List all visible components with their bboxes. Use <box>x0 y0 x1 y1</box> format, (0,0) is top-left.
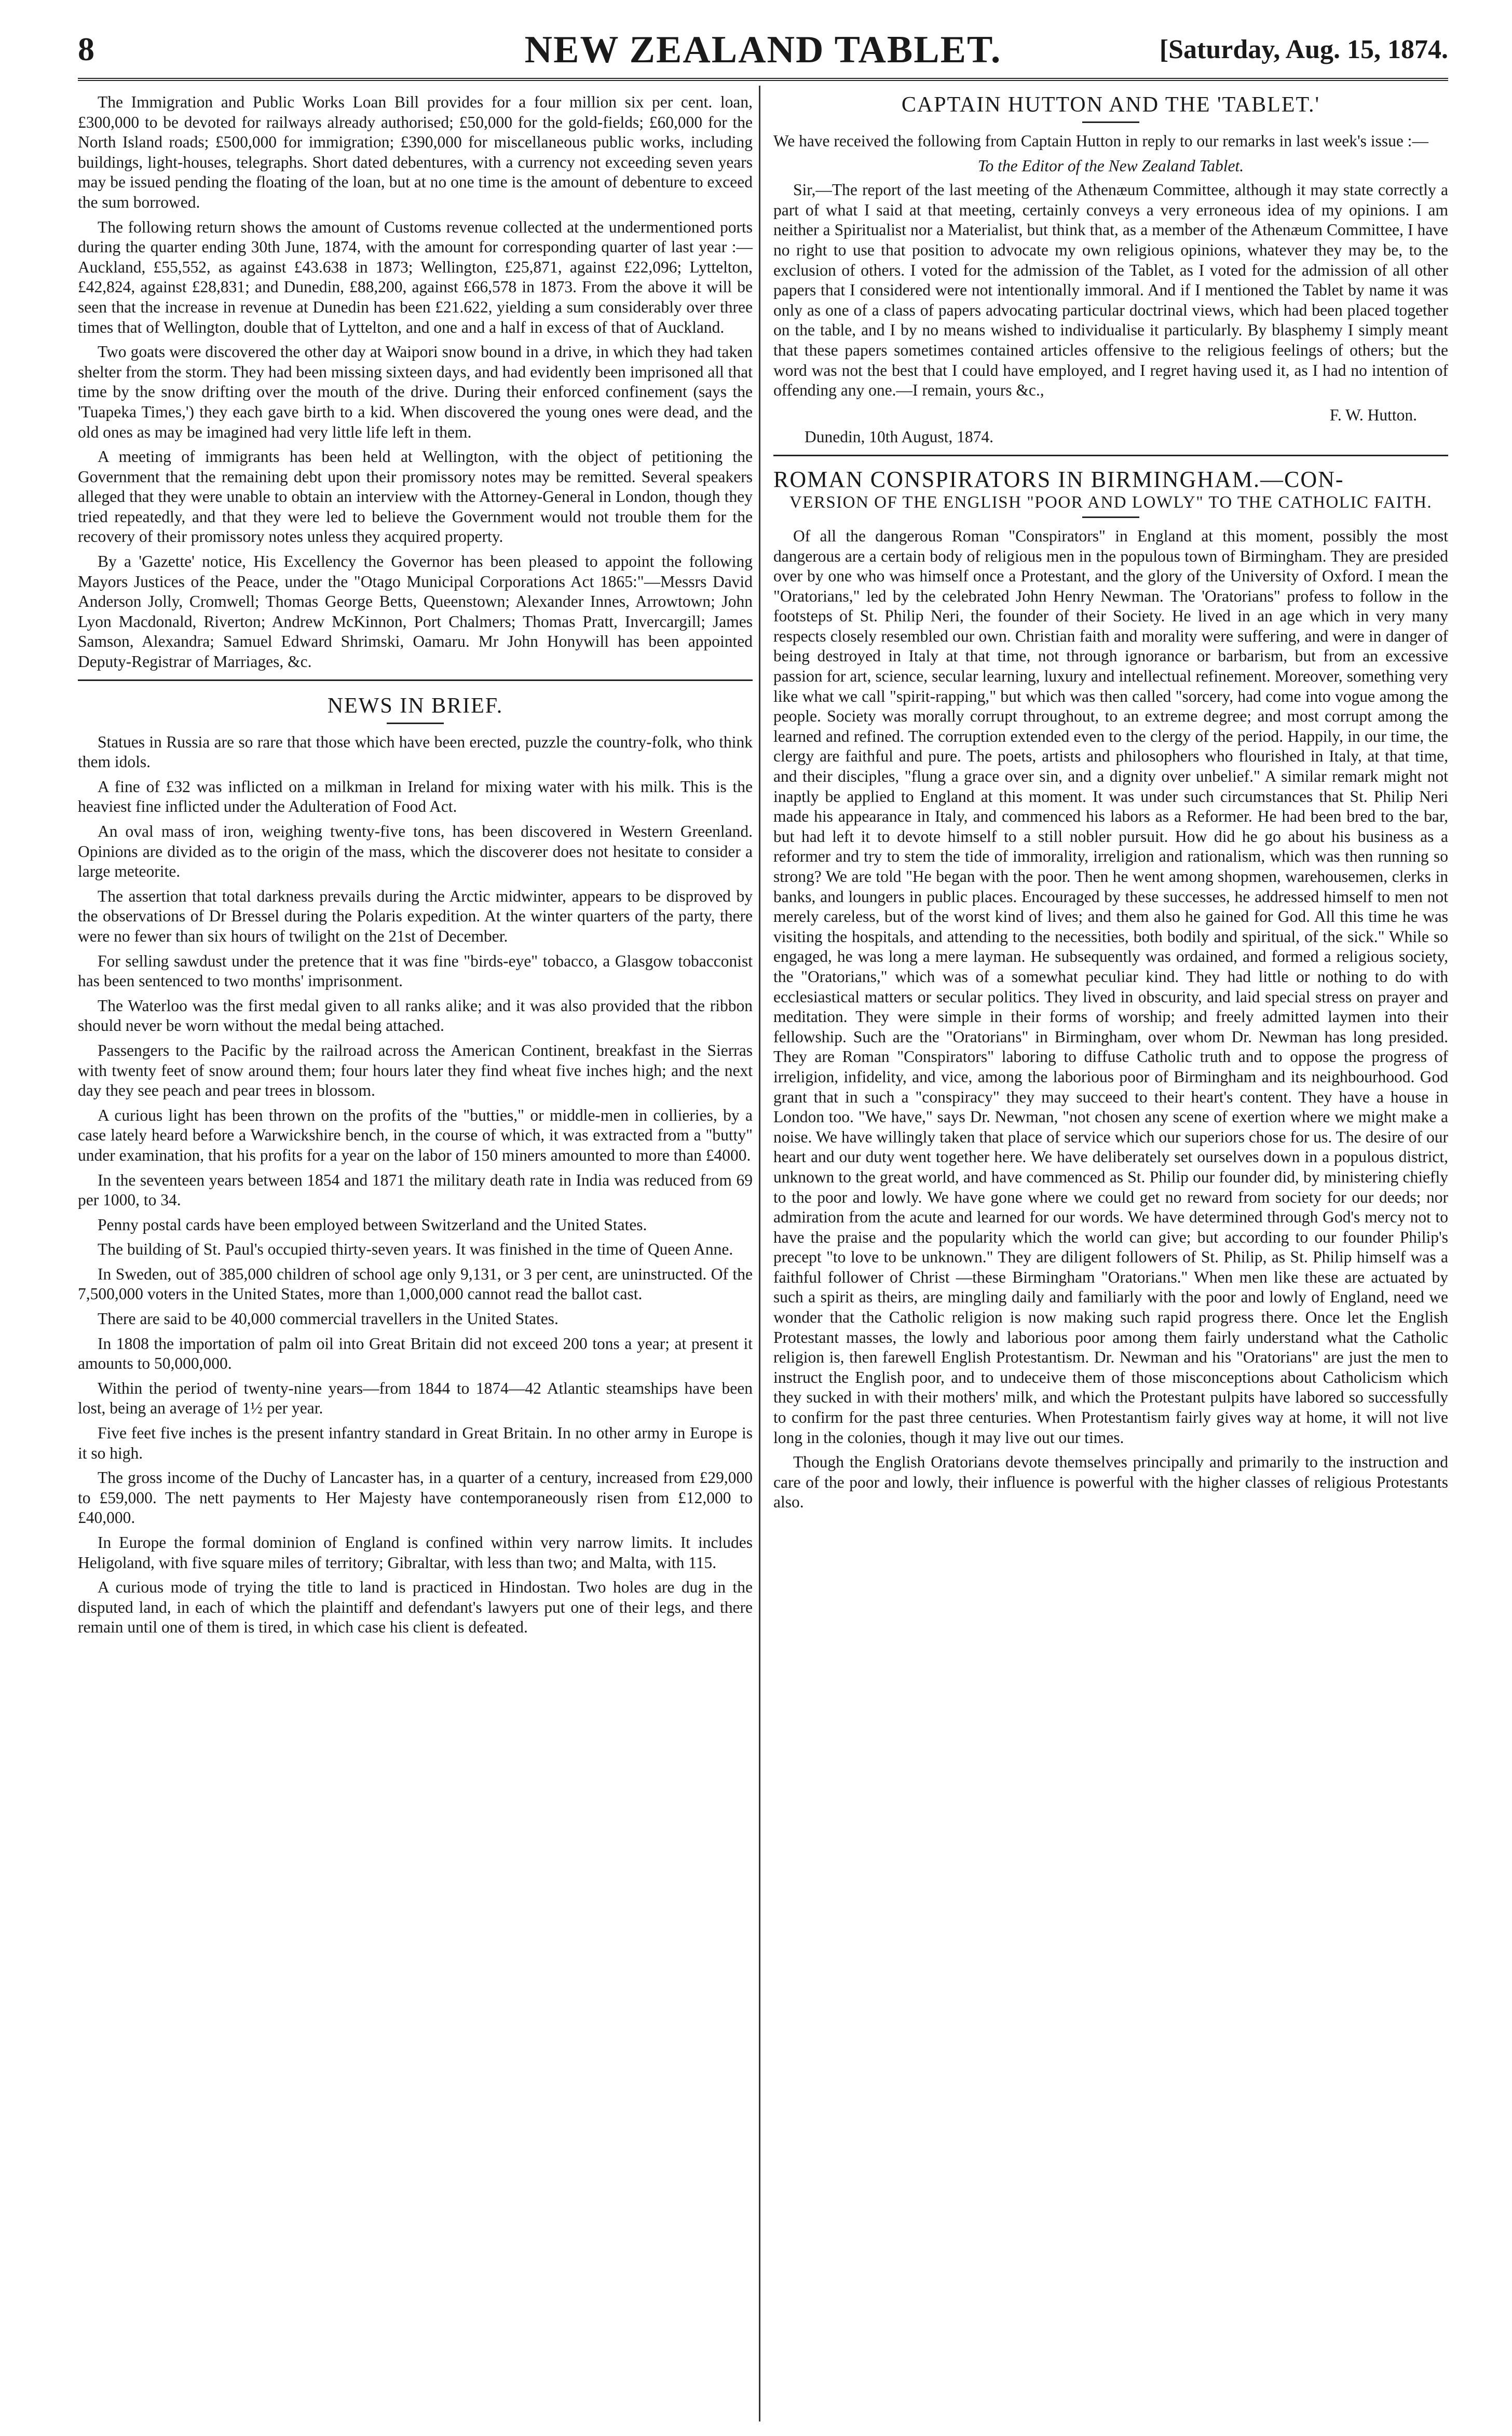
news-item: For selling sawdust under the pretence that it was fine "birds-eye" tobacco, a Glasgow tobacconist has been sentenced to two months' imprisonment. <box>78 951 753 990</box>
news-item: The building of St. Paul's occupied thirty-seven years. It was finished in the time of Queen Anne. <box>98 1240 733 1259</box>
column-divider <box>759 86 760 2421</box>
right-column <box>773 92 1448 1517</box>
news-list <box>78 732 753 1638</box>
news-item: There are said to be 40,000 commercial travellers in the United States. <box>98 1310 559 1328</box>
masthead <box>78 25 1448 74</box>
news-item: A curious mode of trying the title to land is practiced in Hindostan. Two holes are dug in the disputed land, in each of which the plaintiff and defendant's lawyers put one of their legs, and there remain until one of them is tired, in which case his client is defeated. <box>78 1578 753 1637</box>
article-loan-bill: The Immigration and Public Works Loan Bill provides for a four million six per cent. loan, £300,000 to be devoted for railways already authorised; £50,000 for the gold-fields; £60,000 for the North Island roads; £500,000 for immigration; £390,000 for miscellaneous public works, including buildings, light-houses, telegraphs. Short dated debentures, with a currency not exceeding seven years may be issued pending the floating of the loan, but at no one time is the amount of debenture to exceed the sum borrowed. <box>78 93 753 211</box>
news-item: The assertion that total darkness prevails during the Arctic midwinter, appears to be disproved by the observations of Dr Bressel during the Polaris expedition. At the winter quarters of the party, there were no fewer than six hours of twilight on the 21st of December. <box>78 887 753 945</box>
roman-conspirators-heading: ROMAN CONSPIRATORS IN BIRMINGHAM.—CON- <box>773 466 1344 492</box>
news-item: Statues in Russia are so rare that those which have been erected, puzzle the country-folk, who think them idols. <box>78 732 753 771</box>
article-immigrants-meeting: A meeting of immigrants has been held at Wellington, with the object of petitioning the Government that the remaining debt upon their promissory notes may be remitted. Several speakers alleged that they were unable to obtain an interview with the Attorney-General in London, though they tried repeatedly, and that they were led to believe the Government would not trouble them for the recovery of their promissory notes unless they acquired property. <box>78 447 753 546</box>
news-item: Within the period of twenty-nine years—from 1844 to 1874—42 Atlantic steamships have been lost, being an average of 1½ per year. <box>78 1379 753 1418</box>
roman-conspirators-subheading: VERSION OF THE ENGLISH "POOR AND LOWLY" TO THE CATHOLIC FAITH. <box>789 493 1433 512</box>
news-item: An oval mass of iron, weighing twenty-five tons, has been discovered in Western Greenland. Opinions are divided as to the origin of the mass, which the discoverer does not hesitate to consider a large meteorite. <box>78 822 753 881</box>
news-item: The Waterloo was the first medal given to all ranks alike; and it was also provided that the ribbon should never be worn without the medal being attached. <box>78 996 753 1035</box>
hutton-letter: Sir,—The report of the last meeting of the Athenæum Committee, although it may state correctly a part of what I said at that meeting, certainly conveys a very erroneous idea of my opinions. I am neither a Spiritualist nor a Materialist, but think that, as a member of the Athenæum Committee, I have no right to use that position to advocate my own religious opinions, whatever they may be, to the exclusion of others. I voted for the admission of the Tablet, as I voted for the admission of all other papers that I considered were not intentionally immoral. And if I mentioned the Tablet by name it was only as one of a class of papers advocating particular doctrinal views, which had been placed together on the table, and I by no means wished to individualise it particularly. By blasphemy I simply meant that these papers sometimes contained articles offensive to the religious feelings of others; but the word was not the best that I could have employed, and I regret having used it, as I had no intention of offending any one.—I remain, yours &c., <box>773 181 1448 400</box>
letter-salutation: To the Editor of the New Zealand Tablet. <box>977 156 1244 175</box>
short-rule <box>1082 121 1139 123</box>
news-item: Penny postal cards have been employed between Switzerland and the United States. <box>98 1215 647 1234</box>
news-item: A curious light has been thrown on the profits of the "butties," or middle-men in collieries, by a case lately heard before a Warwickshire bench, in the course of which, it was extracted from a "butty" under examination, that his profits for a year on the labor of 150 miners amounted to more than £4000. <box>78 1106 753 1164</box>
short-rule <box>1082 516 1139 518</box>
article-customs-revenue: The following return shows the amount of Customs revenue collected at the undermentioned ports during the quarter ending 30th June, 1874, with the amount for corresponding quarter of last year :— Auckland, £55,552, as against £43.638 in 1873; Wellington, £25,871, against £22,096; Lyttelton, £42,824, against £28,831; and Dunedin, £88,200, against £66,578 in 1873. From the above it will be seen that the increase in revenue at Dunedin has been £21.622, yielding a sum considerably over three times that of Wellington, double that of Lyttelton, and one and a half in excess of that of Auckland. <box>78 217 753 336</box>
article-goats: Two goats were discovered the other day at Waipori snow bound in a drive, in which they had taken shelter from the storm. They had been missing sixteen days, and had evidently been imprisoned all that time by the snow drifting over the mouth of the drive. During their enforced confinement (says the 'Tuapeka Times,') they each gave birth to a kid. When discovered the young ones were dead, and the old ones as may be imagined had very little life left in them. <box>78 343 753 441</box>
section-divider <box>78 679 753 681</box>
article-gazette-notice: By a 'Gazette' notice, His Excellency the Governor has been pleased to appoint the following Mayors Justices of the Peace, under the "Otago Municipal Corporations Act 1865:"—Messrs David Anderson Jolly, Cromwell; Thomas George Betts, Queenstown; Alexander Innes, Arrowtown; John Lyon Macdonald, Riverton; Andrew McKinnon, Port Chalmers; Thomas Pratt, Invercargill; James Samson, Alexandra; Samuel Edward Shrimski, Oamaru. Mr John Honywill has been appointed Deputy-Registrar of Marriages, &c. <box>78 552 753 671</box>
page-number: 8 <box>78 31 94 67</box>
news-item: In Sweden, out of 385,000 children of school age only 9,131, or 3 per cent, are uninstructed. Of the 7,500,000 voters in the United States, more than 1,000,000 cannot read the ballot cast. <box>78 1264 753 1303</box>
news-item: A fine of £32 was inflicted on a milkman in Ireland for mixing water with his milk. This is the heaviest fine inflicted under the Adulteration of Food Act. <box>78 777 753 816</box>
news-item: The gross income of the Duchy of Lancaster has, in a quarter of a century, increased from £29,000 to £59,000. The nett payments to Her Majesty have contemporaneously risen from £12,000 to £40,000. <box>78 1468 753 1527</box>
left-column <box>78 92 753 1642</box>
hutton-heading: CAPTAIN HUTTON AND THE 'TABLET.' <box>901 93 1320 117</box>
short-rule <box>387 723 444 724</box>
letter-place-date: Dunedin, 10th August, 1874. <box>805 428 994 446</box>
news-item: Passengers to the Pacific by the railroad across the American Continent, breakfast in the Sierras with twenty feet of snow around them; four hours later they find wheat five inches high; and the next day they see peach and pear trees in blossom. <box>78 1041 753 1100</box>
hutton-intro: We have received the following from Captain Hutton in reply to our remarks in last week's issue :— <box>773 132 1428 150</box>
roman-conspirators-body: Of all the dangerous Roman "Conspirators" in England at this moment, possibly the most dangerous are a certain body of religious men in the populous town of Birmingham. They are presided over by one who was himself once a Protestant, and the glory of the University of Oxford. I mean the "Oratorians," led by the celebrated John Henry Newman. The 'Oratorians" profess to follow in the footsteps of St. Philip Neri, the founder of their Society. He lived in an age which in very many respects closely resembled our own. Christian faith and morality were suffering, and were in danger of being destroyed in Italy at that time, not through ignorance or barbarism, but from an excessive passion for art, science, secular learning, luxury and intellectual refinement. Moreover, something very like what we call "spirit-rapping," but which was then called "sorcery, had come into vogue among the people. Society was morally corrupt throughout, to an extreme degree; and most corrupt among the learned and refined. The corruption extended even to the clergy of the period. Happily, in our time, the clergy are faithful and pure. The poets, artists and philosophers who flourished in Italy, at that time, and their disciples, "flung a grace over sin, and a dignity over unbelief." A similar remark might not inaptly be applied to England at this moment. It was under such circumstances that St. Philip Neri made his appearance in Italy, and commenced his labors as a Reformer. He had been bred to the bar, but had left it to devote himself to a still nobler pursuit. How did he go about his business as a reformer and try to stem the tide of immorality, irreligion and rationalism, which was then running so strong? We are told "He began with the poor. Then he went among shopmen, warehousemen, clerks in banks, and loungers in public places. Encouraged by these successes, he addressed himself to men not merely careless, but of the worst kind of lives; and them also he gained for God. All this time he was visiting the hospitals, and attending to the necessities, both bodily and spiritual, of the sick." While so engaged, he was long a mere layman. He subsequently was ordained, and formed a religious society, the "Oratorians," which was of a somewhat peculiar kind. They had little or nothing to do with ecclesiastical matters or secular politics. They lived in obscurity, and laid special stress on prayer and meditation. They were simple in their forms of worship; and freely admitted laymen into their fellowship. Such are the "Oratorians" in Birmingham, over whom Dr. Newman has long presided. They are Roman "Conspirators" laboring to diffuse Catholic truth and to oppose the progress of irreligion, infidelity, and vice, among the laborious poor of Birmingham and its neighbourhood. God grant that in such a "conspiracy" they may succeed to their heart's content. They have a house in London too. "We have," says Dr. Newman, "not chosen any scene of exertion where we might make a noise. We have willingly taken that place of service which our superiors chose for us. The desire of our heart and our duty went together here. We have deliberately set ourselves down in a populous district, unknown to the great world, and have commenced as St. Philip our founder did, by ministering chiefly to the poor and lowly. We have gone where we could get no reward from society for our deeds; nor admiration from the acute and learned for our words. We have determined through God's mercy not to have the praise and the popularity which the world can give; but according to our founder Philip's precept "to love to be unknown." They are diligent followers of St. Philip, as St. Philip himself was a faithful follower of Christ —these Birmingham "Oratorians." When men like these are actuated by such a spirit as theirs, are mingling daily and familiarly with the poor and lowly of England, need we wonder that the Catholic religion is now making such rapid progress there. Once let the English Protestant masses, the lowly and laborious poor among them fairly understand what the Catholic religion is, then farewell English Protestantism. Dr. Newman and his "Oratorians" are just the men to instruct the English poor, and to undeceive them of those misconceptions about Catholicism which they sucked in with their mothers' milk, and which the Protestant pulpits have labored so successfully to confirm for the past three centuries. When Protestantism fairly gives way at home, it will not live long in the colonies, though it may live out our times. <box>773 526 1448 1447</box>
issue-date: [Saturday, Aug. 15, 1874. <box>1159 35 1448 64</box>
news-in-brief-heading: NEWS IN BRIEF. <box>327 693 503 718</box>
news-item: In the seventeen years between 1854 and 1871 the military death rate in India was reduced from 69 per 1000, to 34. <box>78 1171 753 1209</box>
news-item: In 1808 the importation of palm oil into Great Britain did not exceed 200 tons a year; at present it amounts to 50,000,000. <box>78 1334 753 1373</box>
letter-signature: F. W. Hutton. <box>1329 405 1417 424</box>
news-item: Five feet five inches is the present infantry standard in Great Britain. In no other army in Europe is it so high. <box>78 1424 753 1462</box>
section-divider <box>773 455 1448 456</box>
newspaper-title: NEW ZEALAND TABLET. <box>524 29 1002 71</box>
header-rule <box>78 78 1448 81</box>
news-item: In Europe the formal dominion of England is confined within very narrow limits. It includes Heligoland, with five square miles of territory; Gibraltar, with less than two; and Malta, with 115. <box>78 1533 753 1572</box>
roman-conspirators-closing: Though the English Oratorians devote themselves principally and primarily to the instruction and care of the poor and lowly, their influence is powerful with the higher classes of religious Protestants also. <box>773 1453 1448 1512</box>
